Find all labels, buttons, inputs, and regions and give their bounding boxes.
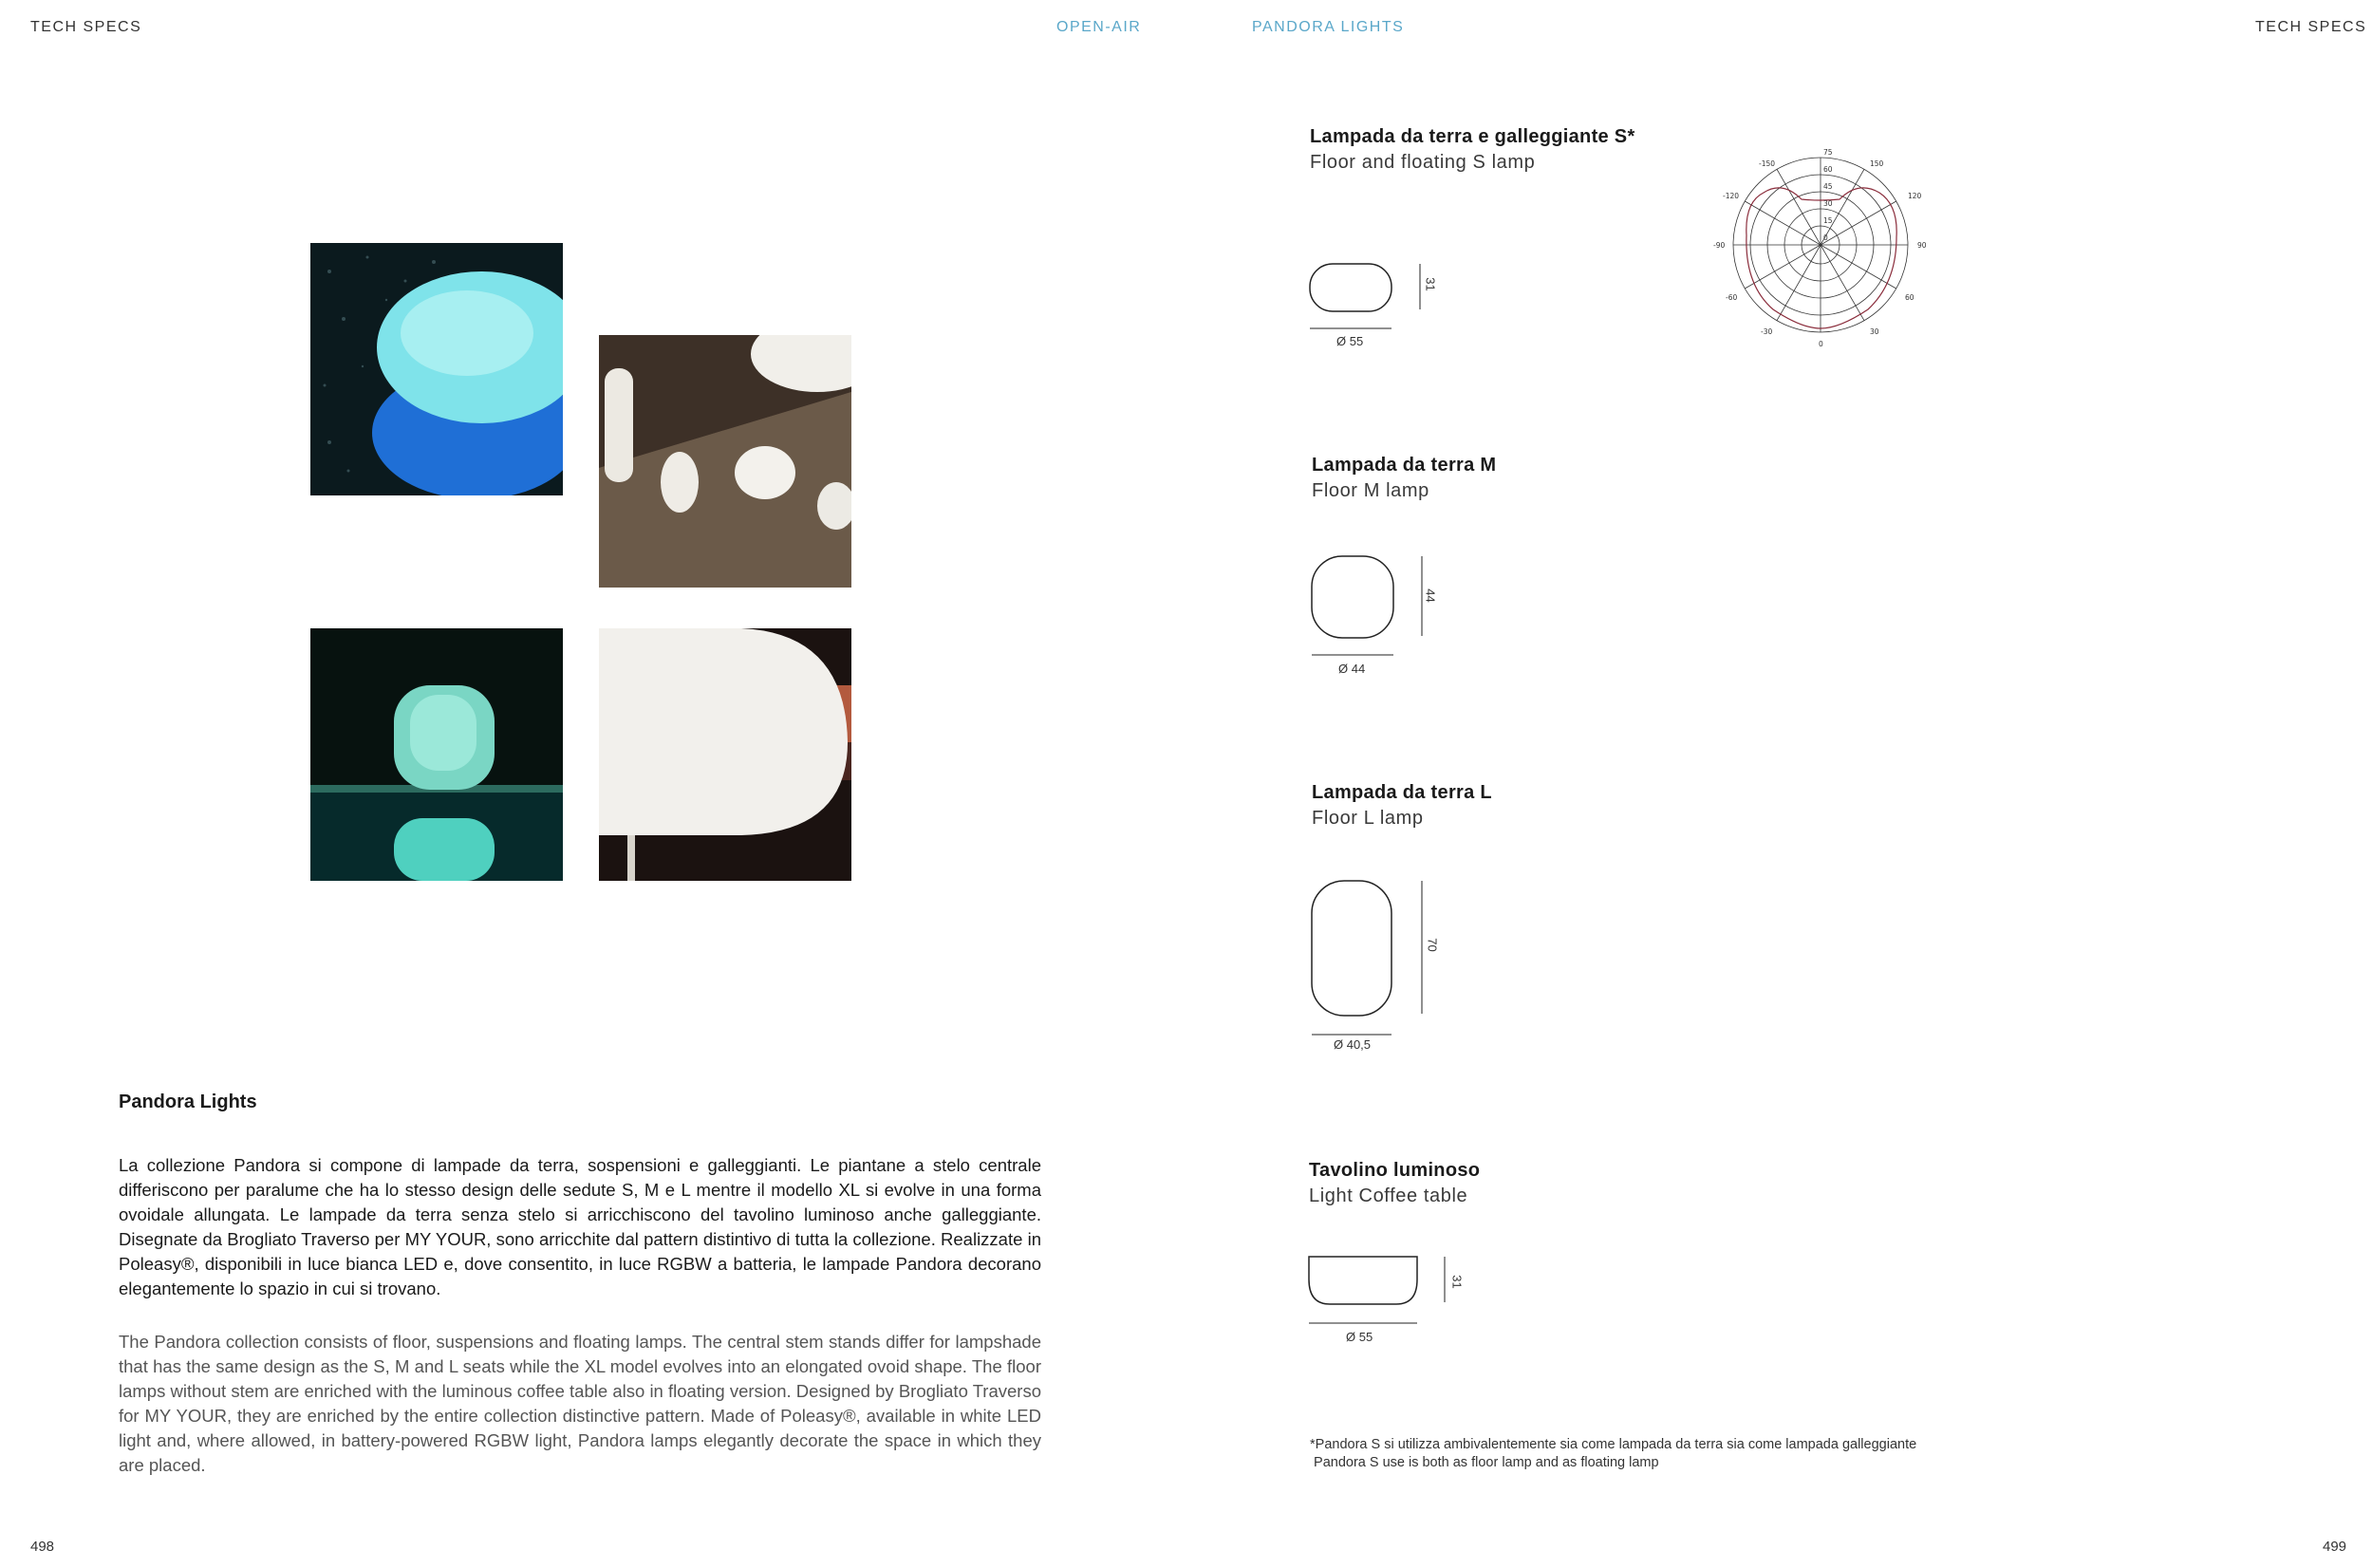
header-right: TECH SPECS (2255, 19, 2367, 35)
product-title-en: Floor L lamp (1312, 808, 1424, 829)
description-title: Pandora Lights (119, 1092, 257, 1112)
ring-label-60: 60 (1823, 165, 1833, 174)
footnote-italian: *Pandora S si utilizza ambivalentemente sia come lampada da terra sia come lampada galleggiante (1310, 1437, 1917, 1452)
ring-label-75: 75 (1823, 148, 1833, 157)
product-l-drawing (1308, 873, 1441, 1044)
ring-label-15: 15 (1823, 216, 1833, 225)
ring-label-0: 0 (1823, 233, 1828, 242)
product-coffee-table-height: 31 (1449, 1275, 1465, 1289)
product-l-diameter: Ø 40,5 (1334, 1037, 1372, 1052)
blue-floating-lamp-photo (310, 243, 563, 495)
angle-label-30: 30 (1870, 327, 1879, 336)
green-lamp-pool-photo (310, 628, 563, 881)
angle-label-neg30: -30 (1761, 327, 1773, 336)
angle-label-120: 120 (1908, 192, 1922, 200)
header-open-air: OPEN-AIR (1056, 19, 1142, 35)
product-title-it: Tavolino luminoso (1309, 1160, 1481, 1181)
product-s-height: 31 (1423, 277, 1438, 291)
angle-label-neg90: -90 (1713, 241, 1726, 250)
angle-label-neg150: -150 (1759, 159, 1776, 168)
product-m-diameter: Ø 44 (1338, 662, 1366, 676)
product-m (1312, 455, 1496, 502)
page-number-left: 498 (30, 1539, 55, 1555)
page-number-right: 499 (2323, 1539, 2347, 1555)
angle-label-60: 60 (1905, 293, 1914, 302)
angle-label-neg120: -120 (1723, 192, 1740, 200)
product-title-it: Lampada da terra L (1312, 782, 1492, 803)
product-title-en: Floor and floating S lamp (1310, 152, 1536, 173)
footnote-english: Pandora S use is both as floor lamp and as floating lamp (1310, 1455, 1659, 1470)
product-coffee-table-diameter: Ø 55 (1346, 1330, 1373, 1344)
product-m-drawing (1308, 551, 1441, 664)
angle-label-0: 0 (1819, 340, 1823, 348)
header-left: TECH SPECS (30, 19, 142, 35)
pendant-lamps-photo (599, 335, 851, 588)
ring-label-30: 30 (1823, 199, 1833, 208)
product-title-it: Lampada da terra M (1312, 455, 1497, 476)
header-pandora-lights: PANDORA LIGHTS (1252, 19, 1405, 35)
product-l (1312, 782, 1492, 830)
product-title-en: Floor M lamp (1312, 480, 1429, 501)
product-coffee-table-drawing (1306, 1251, 1458, 1327)
ring-label-45: 45 (1823, 182, 1833, 191)
product-s (1310, 126, 1635, 174)
product-coffee-table (1309, 1160, 1480, 1207)
product-s-drawing (1306, 256, 1439, 361)
footnote (1310, 1436, 1916, 1472)
angle-label-90: 90 (1917, 241, 1927, 250)
product-s-diameter: Ø 55 (1336, 334, 1364, 348)
product-title-en: Light Coffee table (1309, 1185, 1468, 1206)
angle-label-150: 150 (1870, 159, 1884, 168)
description-english: The Pandora collection consists of floor, suspensions and floating lamps. The central stem stands differ for lampshade that has the same design as the S, M and L seats while the XL model evolves into an elongated ovoid shape. The floor lamps without stem are enriched with the luminous coffee table also in floating version. Designed by Brogliato Traverso for MY YOUR, they are enriched by the entire collection distinctive pattern. Made of Poleasy®, available in white LED light and, where allowed, in battery-powered RGBW light, Pandora lamps elegantly decorate the space in which they are placed. (119, 1332, 1041, 1475)
product-title-it: Lampada da terra e galleggiante S* (1310, 126, 1635, 147)
product-l-height: 70 (1425, 938, 1440, 952)
angle-label-neg60: -60 (1726, 293, 1738, 302)
description-italian: La collezione Pandora si compone di lampade da terra, sospensioni e galleggianti. Le piantane a stelo centrale differiscono per paralume che ha lo stesso design delle sedute S, M e L mentre il modello XL si evolve in una forma ovoidale allungata. Le lampade da terra senza stelo si arricchiscono del tavolino luminoso anche galleggiante. Disegnate da Brogliato Traverso per MY YOUR, sono arricchite dal pattern distintivo di tutta la collezione. Realizzate in Poleasy®, disponibili in luce bianca LED e, dove consentito, in luce RGBW a batteria, le lampade Pandora decorano elegantemente lo spazio in cui si trovano. (119, 1155, 1041, 1298)
white-lamp-sunset-photo (599, 628, 851, 881)
product-m-height: 44 (1423, 588, 1438, 603)
photometric-polar-diagram (1709, 142, 1936, 361)
